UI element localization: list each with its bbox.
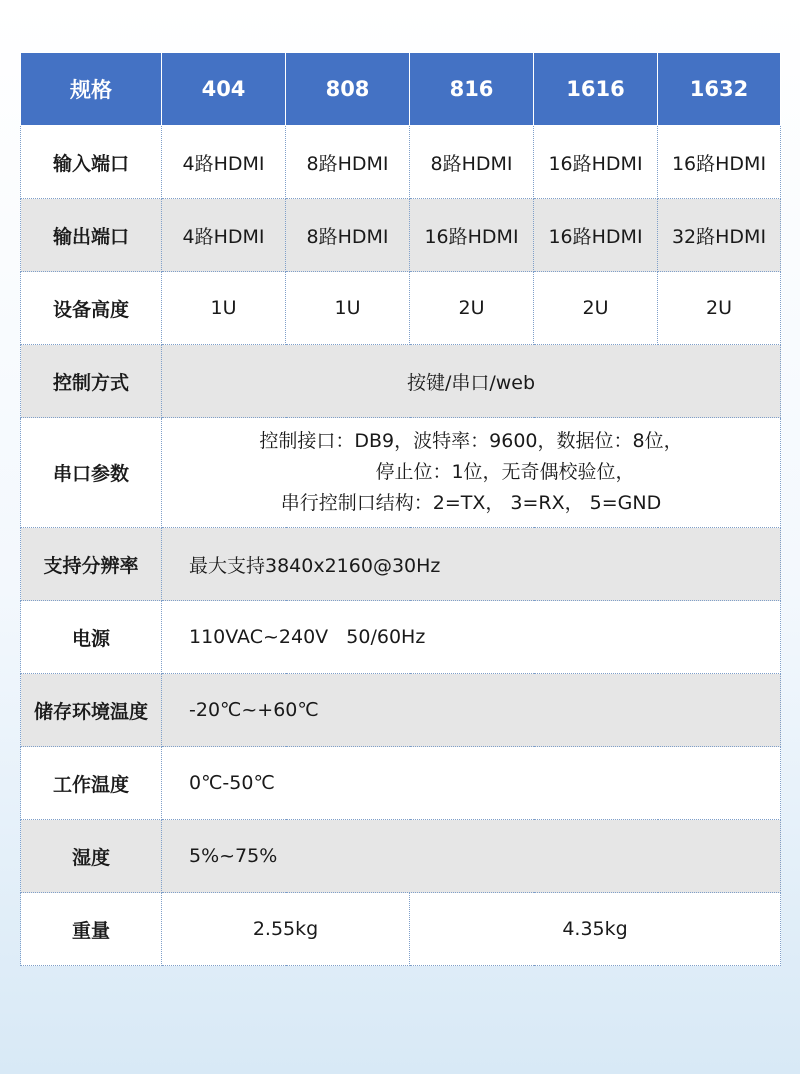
serial-params-cell [162, 418, 781, 528]
row-label: 湿度 [21, 820, 162, 893]
header-cell-808: 808 [286, 53, 410, 126]
table-cell: 1U [162, 272, 286, 345]
serial-line: 控制接口：DB9，波特率：9600，数据位：8位， [259, 430, 683, 452]
table-row-work-temp [21, 747, 781, 820]
table-cell: 4路HDMI [162, 199, 286, 272]
table-cell: -20℃~+60℃ [162, 674, 781, 747]
table-cell: 按键/串口/web [162, 345, 781, 418]
row-label: 串口参数 [21, 418, 162, 528]
table-row-height [21, 272, 781, 345]
table-cell: 8路HDMI [286, 126, 410, 199]
header-cell-spec: 规格 [21, 53, 162, 126]
table-cell: 8路HDMI [410, 126, 534, 199]
table-row-control [21, 345, 781, 418]
row-label: 储存环境温度 [21, 674, 162, 747]
table-cell: 8路HDMI [286, 199, 410, 272]
table-row-storage-temp [21, 674, 781, 747]
table-row-input-ports [21, 126, 781, 199]
row-label: 支持分辨率 [21, 528, 162, 601]
table-cell: 0℃-50℃ [162, 747, 781, 820]
spec-table [20, 52, 781, 966]
table-cell: 4路HDMI [162, 126, 286, 199]
table-cell: 最大支持3840x2160@30Hz [162, 528, 781, 601]
row-label: 重量 [21, 893, 162, 966]
table-row-weight [21, 893, 781, 966]
row-label: 输入端口 [21, 126, 162, 199]
table-cell: 5%~75% [162, 820, 781, 893]
table-cell: 16路HDMI [534, 199, 658, 272]
row-label: 工作温度 [21, 747, 162, 820]
table-cell: 1U [286, 272, 410, 345]
table-cell: 2U [658, 272, 781, 345]
table-row-resolution [21, 528, 781, 601]
header-cell-1632: 1632 [658, 53, 781, 126]
row-label: 设备高度 [21, 272, 162, 345]
header-cell-816: 816 [410, 53, 534, 126]
table-cell: 2U [410, 272, 534, 345]
serial-line: 停止位：1位，无奇偶校验位， [375, 461, 635, 483]
table-cell: 2U [534, 272, 658, 345]
table-cell: 2.55kg [162, 893, 410, 966]
table-cell: 16路HDMI [534, 126, 658, 199]
table-cell: 16路HDMI [410, 199, 534, 272]
table-cell: 110VAC~240V 50/60Hz [162, 601, 781, 674]
table-row-power [21, 601, 781, 674]
table-cell: 16路HDMI [658, 126, 781, 199]
table-cell: 32路HDMI [658, 199, 781, 272]
row-label: 控制方式 [21, 345, 162, 418]
table-row-output-ports [21, 199, 781, 272]
header-row [21, 53, 781, 126]
row-label: 电源 [21, 601, 162, 674]
serial-line: 串行控制口结构：2=TX， 3=RX， 5=GND [280, 492, 662, 514]
header-cell-1616: 1616 [534, 53, 658, 126]
table-cell: 4.35kg [410, 893, 781, 966]
table-row-humidity [21, 820, 781, 893]
header-cell-404: 404 [162, 53, 286, 126]
table-row-serial [21, 418, 781, 528]
row-label: 输出端口 [21, 199, 162, 272]
